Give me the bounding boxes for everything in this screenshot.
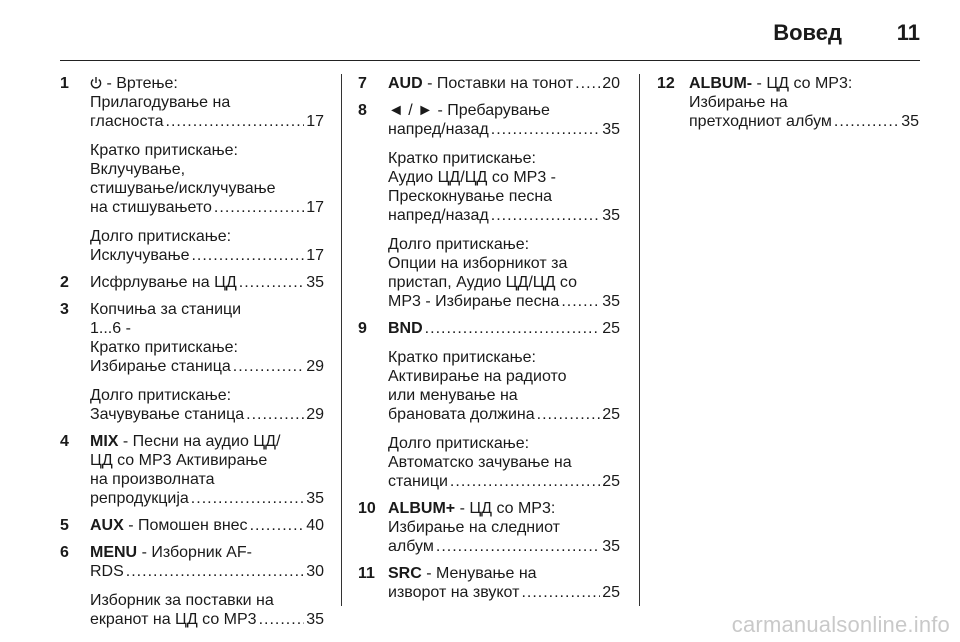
entry-text: - Песни на аудио ЦД/	[122, 433, 281, 450]
page-ref[interactable]: 35	[306, 611, 324, 628]
page-ref[interactable]: 35	[602, 538, 620, 555]
entry-number: 4	[60, 433, 69, 450]
entry-text: Кратко притискање:	[90, 142, 238, 159]
button-key-label: AUD	[388, 75, 423, 92]
entry-text: репродукција	[90, 490, 189, 507]
entry-text: Избирање на следниот	[388, 519, 560, 536]
entry-text: - Менување на	[426, 565, 537, 582]
entry-block	[388, 319, 620, 338]
entry-text: Избирање станица	[90, 358, 231, 375]
entry-text: Копчиња за станици	[90, 301, 242, 318]
page-ref[interactable]: 25	[602, 320, 620, 337]
entry-block	[388, 348, 620, 424]
entry-text: гласноста	[90, 113, 164, 130]
entry-text: ЦД со MP3 Активирање	[90, 452, 268, 469]
entry-text: напред/назад	[388, 121, 489, 138]
entry-leader-line	[388, 74, 620, 93]
entry-leader-line	[90, 273, 324, 292]
entry-text: RDS	[90, 563, 124, 580]
entry-text: пристап, Аудио ЦД/ЦД со	[388, 274, 577, 291]
entry-number: 12	[657, 75, 675, 92]
entry-text: 1...6 -	[90, 320, 131, 337]
entry-block	[90, 227, 324, 265]
entry-text: Прескокнување песна	[388, 188, 553, 205]
page-ref[interactable]: 30	[306, 563, 324, 580]
entry-text: - Поставки на тонот	[427, 75, 574, 92]
index-entry-2	[60, 273, 324, 292]
entry-text: Вклучување,	[90, 161, 186, 178]
entry-text: на стишувањето	[90, 199, 212, 216]
button-key-label: ALBUM-	[689, 75, 753, 92]
entry-block	[90, 386, 324, 424]
entry-leader-line	[90, 489, 324, 508]
entry-block	[90, 591, 324, 629]
right-arrow-icon: ►	[417, 102, 434, 119]
page-ref[interactable]: 29	[306, 358, 324, 375]
entry-leader-line	[90, 516, 324, 535]
button-key-label: SRC	[388, 565, 422, 582]
index-entry-4	[60, 432, 324, 508]
entry-text: Кратко притискање:	[90, 339, 238, 356]
entry-text: Долго притискање:	[388, 236, 530, 253]
page-ref[interactable]: 35	[602, 121, 620, 138]
entry-text: албум	[388, 538, 434, 555]
entry-block	[388, 101, 620, 139]
page-ref[interactable]: 29	[306, 406, 324, 423]
entry-leader-line	[388, 319, 620, 338]
index-column-1	[60, 74, 324, 637]
entry-text: - Пребарување	[437, 102, 550, 119]
entry-leader-line	[388, 206, 620, 225]
page-ref[interactable]: 25	[602, 406, 620, 423]
entry-text: Долго притискање:	[90, 228, 232, 245]
entry-text: Автоматско зачување на	[388, 454, 572, 471]
entry-text: Долго притискање:	[90, 387, 232, 404]
entry-text: на произволната	[90, 471, 215, 488]
page-title: Вовед	[773, 20, 842, 45]
entry-text: Зачувување станица	[90, 406, 245, 423]
page-ref[interactable]: 17	[306, 199, 324, 216]
index-entry-10	[358, 499, 620, 556]
entry-block	[90, 543, 324, 581]
entry-text: Долго притискање:	[388, 435, 530, 452]
entry-leader-line	[90, 357, 324, 376]
column-divider	[341, 74, 342, 606]
entry-block	[90, 300, 324, 376]
entry-leader-line	[90, 198, 324, 217]
button-key-label: ALBUM+	[388, 500, 456, 517]
entry-text: претходниот албум	[689, 113, 832, 130]
entry-leader-line	[90, 112, 324, 131]
entry-text: Избирање на	[689, 94, 788, 111]
entry-text: - Помошен внес	[128, 517, 248, 534]
button-key-label: MIX	[90, 433, 119, 450]
index-entry-9	[358, 319, 620, 491]
page-ref[interactable]: 25	[602, 584, 620, 601]
entry-number: 2	[60, 274, 69, 291]
entry-number: 1	[60, 75, 69, 92]
entry-text: Опции на изборникот за	[388, 255, 568, 272]
index-column-2	[358, 74, 620, 610]
page-ref[interactable]: 35	[901, 113, 919, 130]
entry-number: 5	[60, 517, 69, 534]
entry-leader-line	[90, 610, 324, 629]
entry-leader-line	[388, 537, 620, 556]
entry-number: 8	[358, 102, 367, 119]
entry-text: изворот на звукот	[388, 584, 520, 601]
page-ref[interactable]: 17	[306, 113, 324, 130]
index-entry-5	[60, 516, 324, 535]
index-entry-11	[358, 564, 620, 602]
entry-block	[388, 235, 620, 311]
entry-text: Кратко притискање:	[388, 150, 536, 167]
entry-block	[388, 434, 620, 491]
entry-text: - Изборник AF-	[141, 544, 252, 561]
entry-number: 3	[60, 301, 69, 318]
page-ref[interactable]: 35	[602, 207, 620, 224]
entry-text: - Вртење:	[106, 75, 178, 92]
entry-leader-line	[90, 246, 324, 265]
entry-text: - ЦД со MP3:	[459, 500, 556, 517]
entry-number: 6	[60, 544, 69, 561]
index-entry-8	[358, 101, 620, 311]
index-entry-3	[60, 300, 324, 424]
left-arrow-icon: ◄	[388, 102, 404, 119]
page-ref[interactable]: 35	[306, 490, 324, 507]
entry-leader-line	[388, 120, 620, 139]
entry-leader-line	[388, 472, 620, 491]
page-header	[60, 14, 920, 61]
entry-leader-line	[388, 583, 620, 602]
button-key-label: MENU	[90, 544, 138, 561]
entry-text: Аудио ЦД/ЦД со MP3 -	[388, 169, 557, 186]
entry-text: Изборник за поставки на	[90, 592, 274, 609]
entry-text: стишување/исклучување	[90, 180, 276, 197]
index-entry-6	[60, 543, 324, 629]
entry-number: 7	[358, 75, 367, 92]
watermark-text: carmanualsonline.info	[731, 612, 950, 637]
entry-text: - ЦД со MP3:	[756, 75, 853, 92]
button-key-label: AUX	[90, 517, 124, 534]
power-icon	[90, 76, 102, 90]
entry-text: Исфрлување на ЦД	[90, 274, 237, 291]
entry-text: Прилагодување на	[90, 94, 231, 111]
entry-leader-line	[388, 405, 620, 424]
page-number: 11	[896, 20, 920, 45]
entry-leader-line	[90, 562, 324, 581]
entry-block	[90, 74, 324, 131]
entry-text: Кратко притискање:	[388, 349, 536, 366]
page-ref[interactable]: 20	[602, 75, 620, 92]
index-entry-7	[358, 74, 620, 93]
entry-text: Исклучување	[90, 247, 190, 264]
page-ref[interactable]: 17	[306, 247, 324, 264]
entry-number: 10	[358, 500, 376, 517]
button-key-label: BND	[388, 320, 423, 337]
entry-text: станици	[388, 473, 448, 490]
entry-text: брановата должина	[388, 406, 535, 423]
entry-text: MP3 - Избирање песна	[388, 293, 560, 310]
entry-text: /	[408, 102, 413, 119]
entry-number: 11	[358, 565, 375, 582]
entry-text: екранот на ЦД со MP3	[90, 611, 257, 628]
entry-text: или менување на	[388, 387, 518, 404]
index-column-3	[657, 74, 919, 139]
page-ref[interactable]: 35	[306, 274, 324, 291]
page-ref[interactable]: 25	[602, 473, 620, 490]
entry-leader-line	[689, 112, 919, 131]
entry-block	[90, 141, 324, 217]
entry-leader-line	[388, 292, 620, 311]
index-entry-1	[60, 74, 324, 265]
entry-text: Активирање на радиото	[388, 368, 567, 385]
entry-block	[388, 149, 620, 225]
entry-leader-line	[90, 405, 324, 424]
index-entry-12	[657, 74, 919, 131]
entry-number: 9	[358, 320, 367, 337]
column-divider	[639, 74, 640, 606]
entry-text: напред/назад	[388, 207, 489, 224]
page-ref[interactable]: 40	[306, 517, 324, 534]
page-ref[interactable]: 35	[602, 293, 620, 310]
